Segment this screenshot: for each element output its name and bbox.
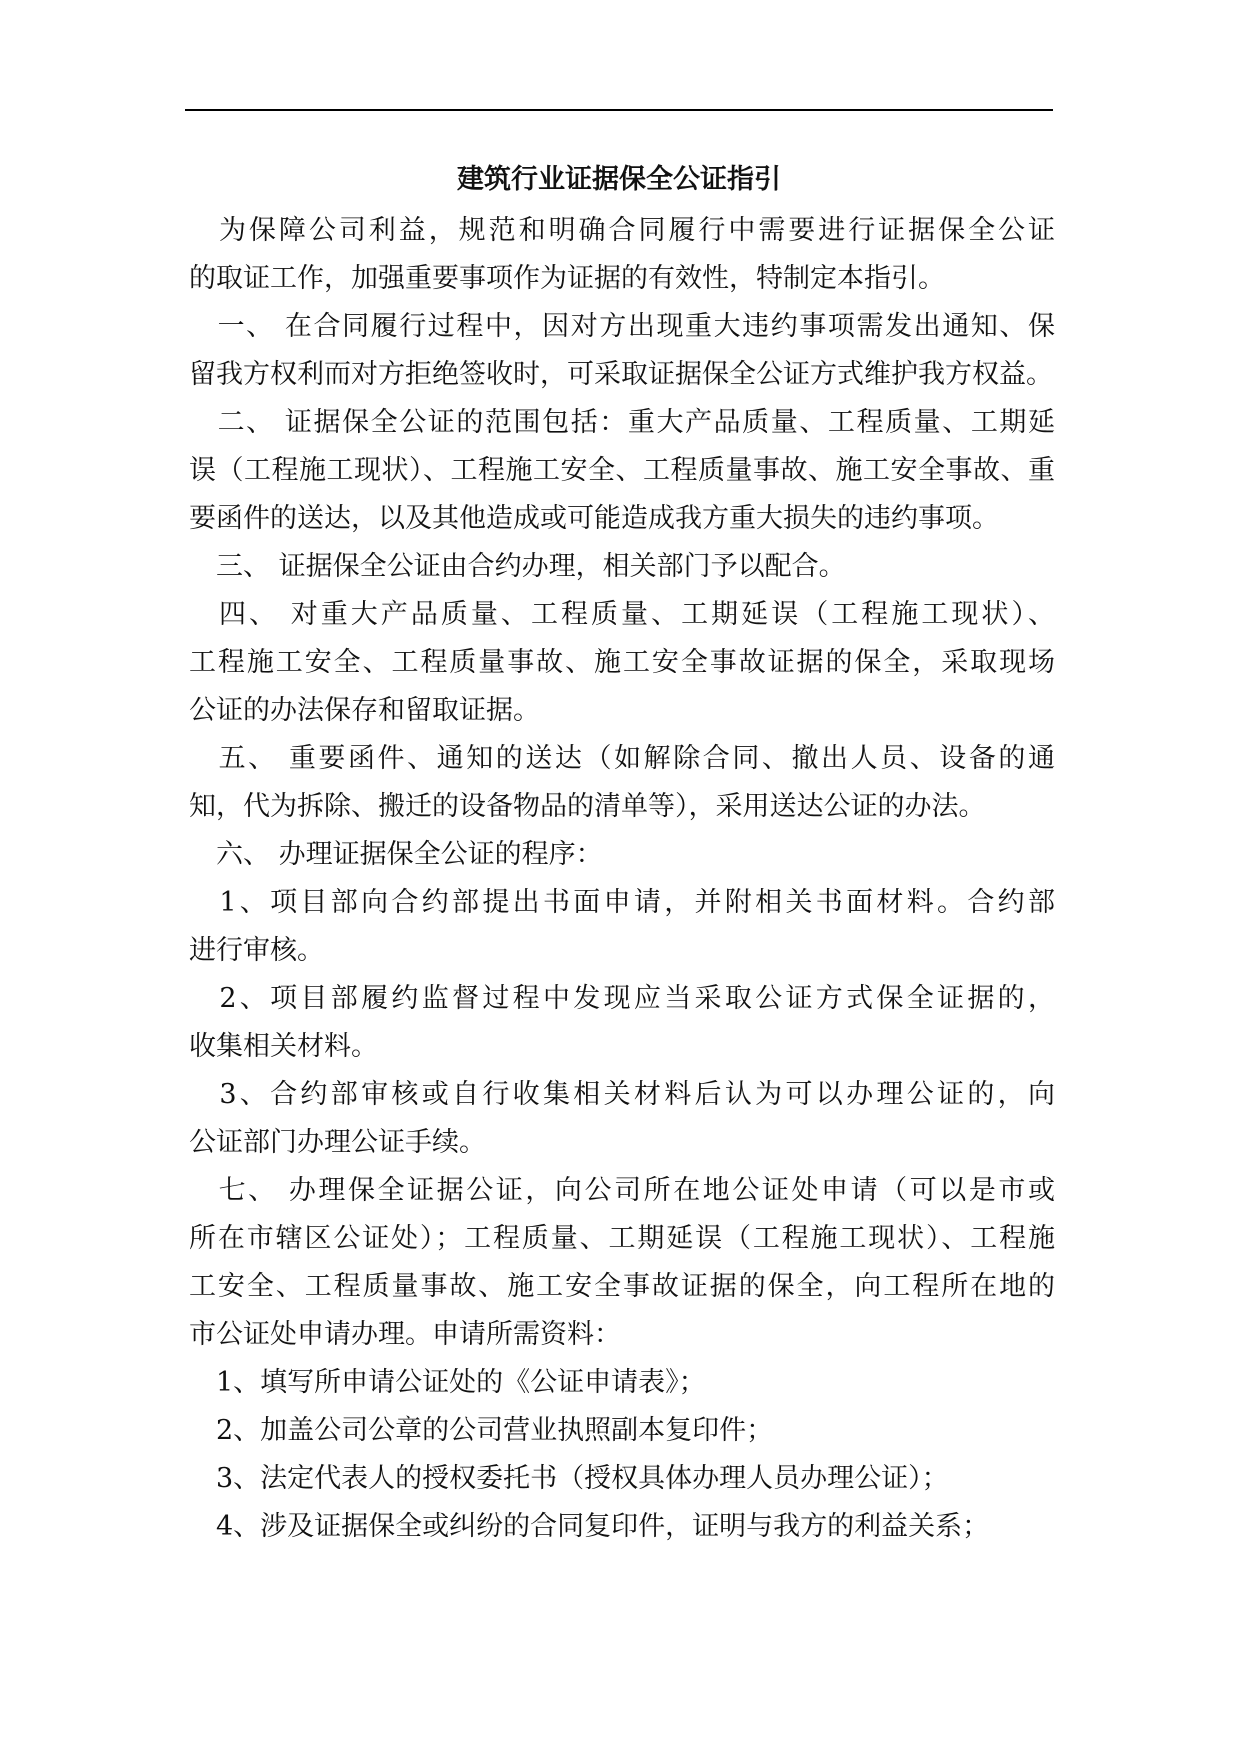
paragraph-line: 四、 对重大产品质量、工程质量、工期延误（工程施工现状）、 xyxy=(189,599,1055,630)
paragraph-line: 1、填写所申请公证处的《公证申请表》； xyxy=(189,1367,706,1398)
paragraph xyxy=(189,879,1055,975)
paragraph-line: 所在市辖区公证处）；工程质量、工期延误（工程施工现状）、工程施 xyxy=(189,1223,1055,1254)
paragraph-line: 工安全、工程质量事故、施工安全事故证据的保全，向工程所在地的 xyxy=(189,1271,1055,1302)
paragraph-line: 为保障公司利益，规范和明确合同履行中需要进行证据保全公证 xyxy=(189,215,1055,246)
paragraph xyxy=(189,1359,1055,1407)
paragraph-line: 市公证处申请办理。申请所需资料： xyxy=(189,1319,621,1350)
paragraph-line: 七、 办理保全证据公证，向公司所在地公证处申请（可以是市或 xyxy=(189,1175,1055,1206)
paragraph-line: 二、 证据保全公证的范围包括：重大产品质量、工程质量、工期延 xyxy=(189,407,1055,438)
paragraph xyxy=(189,543,1055,591)
paragraph-line: 六、 办理证据保全公证的程序： xyxy=(189,839,603,870)
paragraph xyxy=(189,399,1055,543)
header-rule xyxy=(185,109,1053,111)
paragraph-line: 误（工程施工现状）、工程施工安全、工程质量事故、施工安全事故、重 xyxy=(189,455,1055,486)
paragraph xyxy=(189,1455,1055,1503)
paragraph-line: 的取证工作，加强重要事项作为证据的有效性，特制定本指引。 xyxy=(189,263,945,294)
document-body xyxy=(189,207,1055,1551)
paragraph-line: 三、 证据保全公证由合约办理，相关部门予以配合。 xyxy=(189,551,846,582)
paragraph xyxy=(189,1071,1055,1167)
paragraph xyxy=(189,1167,1055,1359)
paragraph xyxy=(189,1503,1055,1551)
paragraph-line: 知，代为拆除、搬迁的设备物品的清单等），采用送达公证的办法。 xyxy=(189,791,986,822)
paragraph-line: 要函件的送达，以及其他造成或可能造成我方重大损失的违约事项。 xyxy=(189,503,999,534)
paragraph xyxy=(189,831,1055,879)
paragraph-line: 3、法定代表人的授权委托书（授权具体办理人员办理公证）； xyxy=(189,1463,949,1494)
paragraph xyxy=(189,735,1055,831)
paragraph-line: 进行审核。 xyxy=(189,935,324,966)
paragraph-line: 3、合约部审核或自行收集相关材料后认为可以办理公证的，向 xyxy=(189,1079,1055,1110)
paragraph xyxy=(189,591,1055,735)
paragraph xyxy=(189,1407,1055,1455)
document-title: 建筑行业证据保全公证指引 xyxy=(457,164,781,195)
paragraph xyxy=(189,207,1055,303)
paragraph-line: 1、项目部向合约部提出书面申请，并附相关书面材料。合约部 xyxy=(189,887,1055,918)
paragraph xyxy=(189,975,1055,1071)
paragraph xyxy=(189,303,1055,399)
paragraph-line: 公证部门办理公证手续。 xyxy=(189,1127,486,1158)
paragraph-line: 2、加盖公司公章的公司营业执照副本复印件； xyxy=(189,1415,774,1446)
paragraph-line: 4、涉及证据保全或纠纷的合同复印件，证明与我方的利益关系； xyxy=(189,1511,990,1542)
paragraph-line: 一、 在合同履行过程中，因对方出现重大违约事项需发出通知、保 xyxy=(189,311,1055,342)
paragraph-line: 收集相关材料。 xyxy=(189,1031,378,1062)
paragraph-line: 五、 重要函件、通知的送达（如解除合同、撤出人员、设备的通 xyxy=(189,743,1055,774)
paragraph-line: 2、项目部履约监督过程中发现应当采取公证方式保全证据的， xyxy=(189,983,1055,1014)
paragraph-line: 工程施工安全、工程质量事故、施工安全事故证据的保全，采取现场 xyxy=(189,647,1055,678)
paragraph-line: 留我方权利而对方拒绝签收时，可采取证据保全公证方式维护我方权益。 xyxy=(189,359,1053,390)
paragraph-line: 公证的办法保存和留取证据。 xyxy=(189,695,540,726)
